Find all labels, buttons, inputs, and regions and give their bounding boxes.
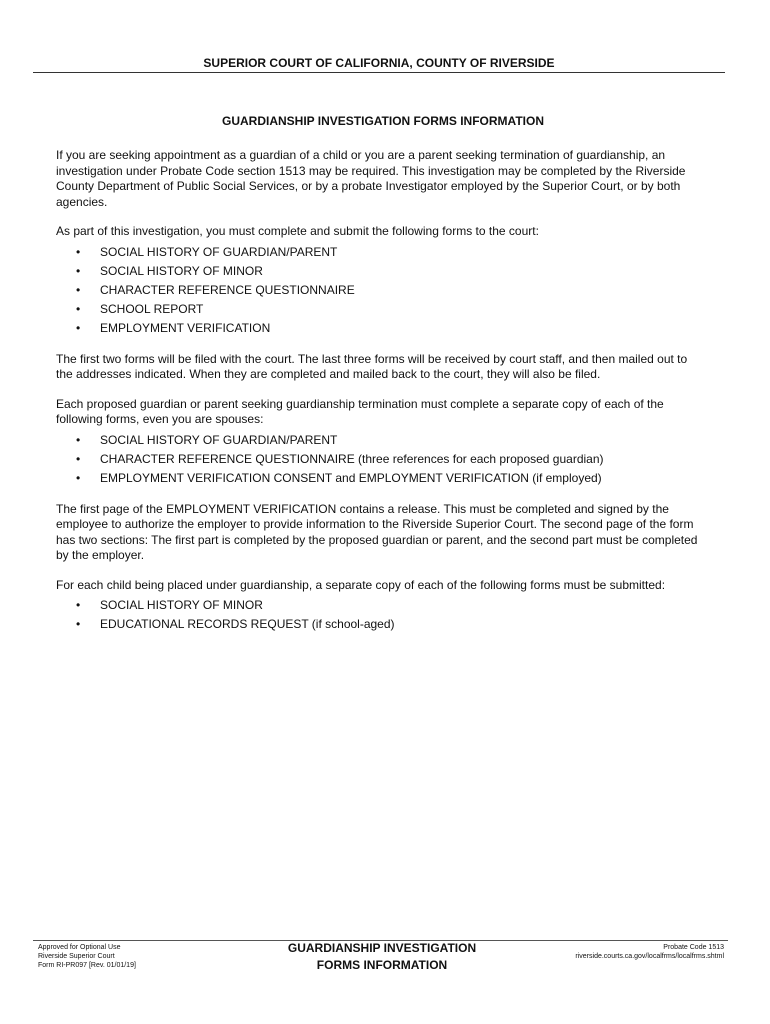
document-title: GUARDIANSHIP INVESTIGATION FORMS INFORMATION bbox=[221, 114, 544, 128]
required-forms-list bbox=[56, 243, 706, 338]
bullet-icon: • bbox=[76, 320, 81, 335]
filing-paragraph: The first two forms will be filed with the court. The last three forms will be received by court staff, and then mailed out to the addresses indicated. When they are completed and mailed back to the court, they will also be filed. bbox=[56, 351, 688, 381]
footer-website-link[interactable]: riverside.courts.ca.gov/localfrms/localfrms.shtml bbox=[575, 953, 724, 960]
bullet-icon: • bbox=[76, 598, 81, 612]
list-item: • EMPLOYMENT VERIFICATION bbox=[56, 319, 706, 338]
intro-paragraph: If you are seeking appointment as a guardian of a child or you are a parent seeking termination of guardianship, an investigation under Probate Code section 1513 may be required. This investigation may be completed by the Riverside County Department of Public Social Services, or by a probate Investigator employed by the Superior Court, or by both agencies. bbox=[56, 148, 686, 209]
bullet-icon: • bbox=[76, 244, 81, 259]
footer-reference bbox=[575, 943, 724, 961]
document-body bbox=[56, 148, 706, 648]
employment-paragraph: The first page of the EMPLOYMENT VERIFICATION contains a release. This must be completed and signed by the employee to authorize the employer to provide information to the Riverside Superior Court. The second page of the form has two sections: The first part is completed by the proposed guardian or parent, and the second part must be completed by the employer. bbox=[56, 501, 698, 562]
bullet-icon: • bbox=[76, 301, 81, 316]
list-item: • SOCIAL HISTORY OF GUARDIAN/PARENT bbox=[56, 431, 706, 450]
list-item: • SOCIAL HISTORY OF MINOR bbox=[56, 596, 706, 615]
list-item: • EMPLOYMENT VERIFICATION CONSENT and EMPLOYMENT VERIFICATION (if employed) bbox=[56, 469, 706, 488]
list-item: • EDUCATIONAL RECORDS REQUEST (if school-aged) bbox=[56, 615, 706, 634]
bullet-icon: • bbox=[76, 470, 81, 485]
footer-court: Riverside Superior Court bbox=[38, 953, 115, 960]
footer-form-number: Form RI-PR097 [Rev. 01/01/19] bbox=[38, 962, 136, 969]
list-item: • CHARACTER REFERENCE QUESTIONNAIRE bbox=[56, 281, 706, 300]
guardian-forms-list bbox=[56, 431, 706, 488]
list-item: • SCHOOL REPORT bbox=[56, 300, 706, 319]
list-item: • SOCIAL HISTORY OF MINOR bbox=[56, 262, 706, 281]
footer-approved: Approved for Optional Use bbox=[38, 944, 121, 951]
investigation-paragraph: As part of this investigation, you must complete and submit the following forms to the court: bbox=[56, 224, 539, 238]
list-item: • SOCIAL HISTORY OF GUARDIAN/PARENT bbox=[56, 243, 706, 262]
child-paragraph: For each child being placed under guardianship, a separate copy of each of the following forms must be submitted: bbox=[56, 577, 666, 592]
court-header: SUPERIOR COURT OF CALIFORNIA, COUNTY OF RIVERSIDE bbox=[33, 56, 725, 73]
list-item: • CHARACTER REFERENCE QUESTIONNAIRE (three references for each proposed guardian) bbox=[56, 450, 706, 469]
bullet-icon: • bbox=[76, 617, 81, 631]
bullet-icon: • bbox=[76, 263, 81, 278]
footer-form-info bbox=[38, 943, 136, 970]
bullet-icon: • bbox=[76, 432, 81, 447]
bullet-icon: • bbox=[76, 451, 81, 466]
footer-title: GUARDIANSHIP INVESTIGATION FORMS INFORMATION bbox=[287, 941, 477, 972]
child-forms-list bbox=[56, 596, 706, 634]
bullet-icon: • bbox=[76, 282, 81, 297]
guardian-paragraph: Each proposed guardian or parent seeking guardianship termination must complete a separate copy of each of the following forms, even you are spouses: bbox=[56, 396, 664, 426]
footer-probate-code: Probate Code 1513 bbox=[663, 944, 724, 951]
